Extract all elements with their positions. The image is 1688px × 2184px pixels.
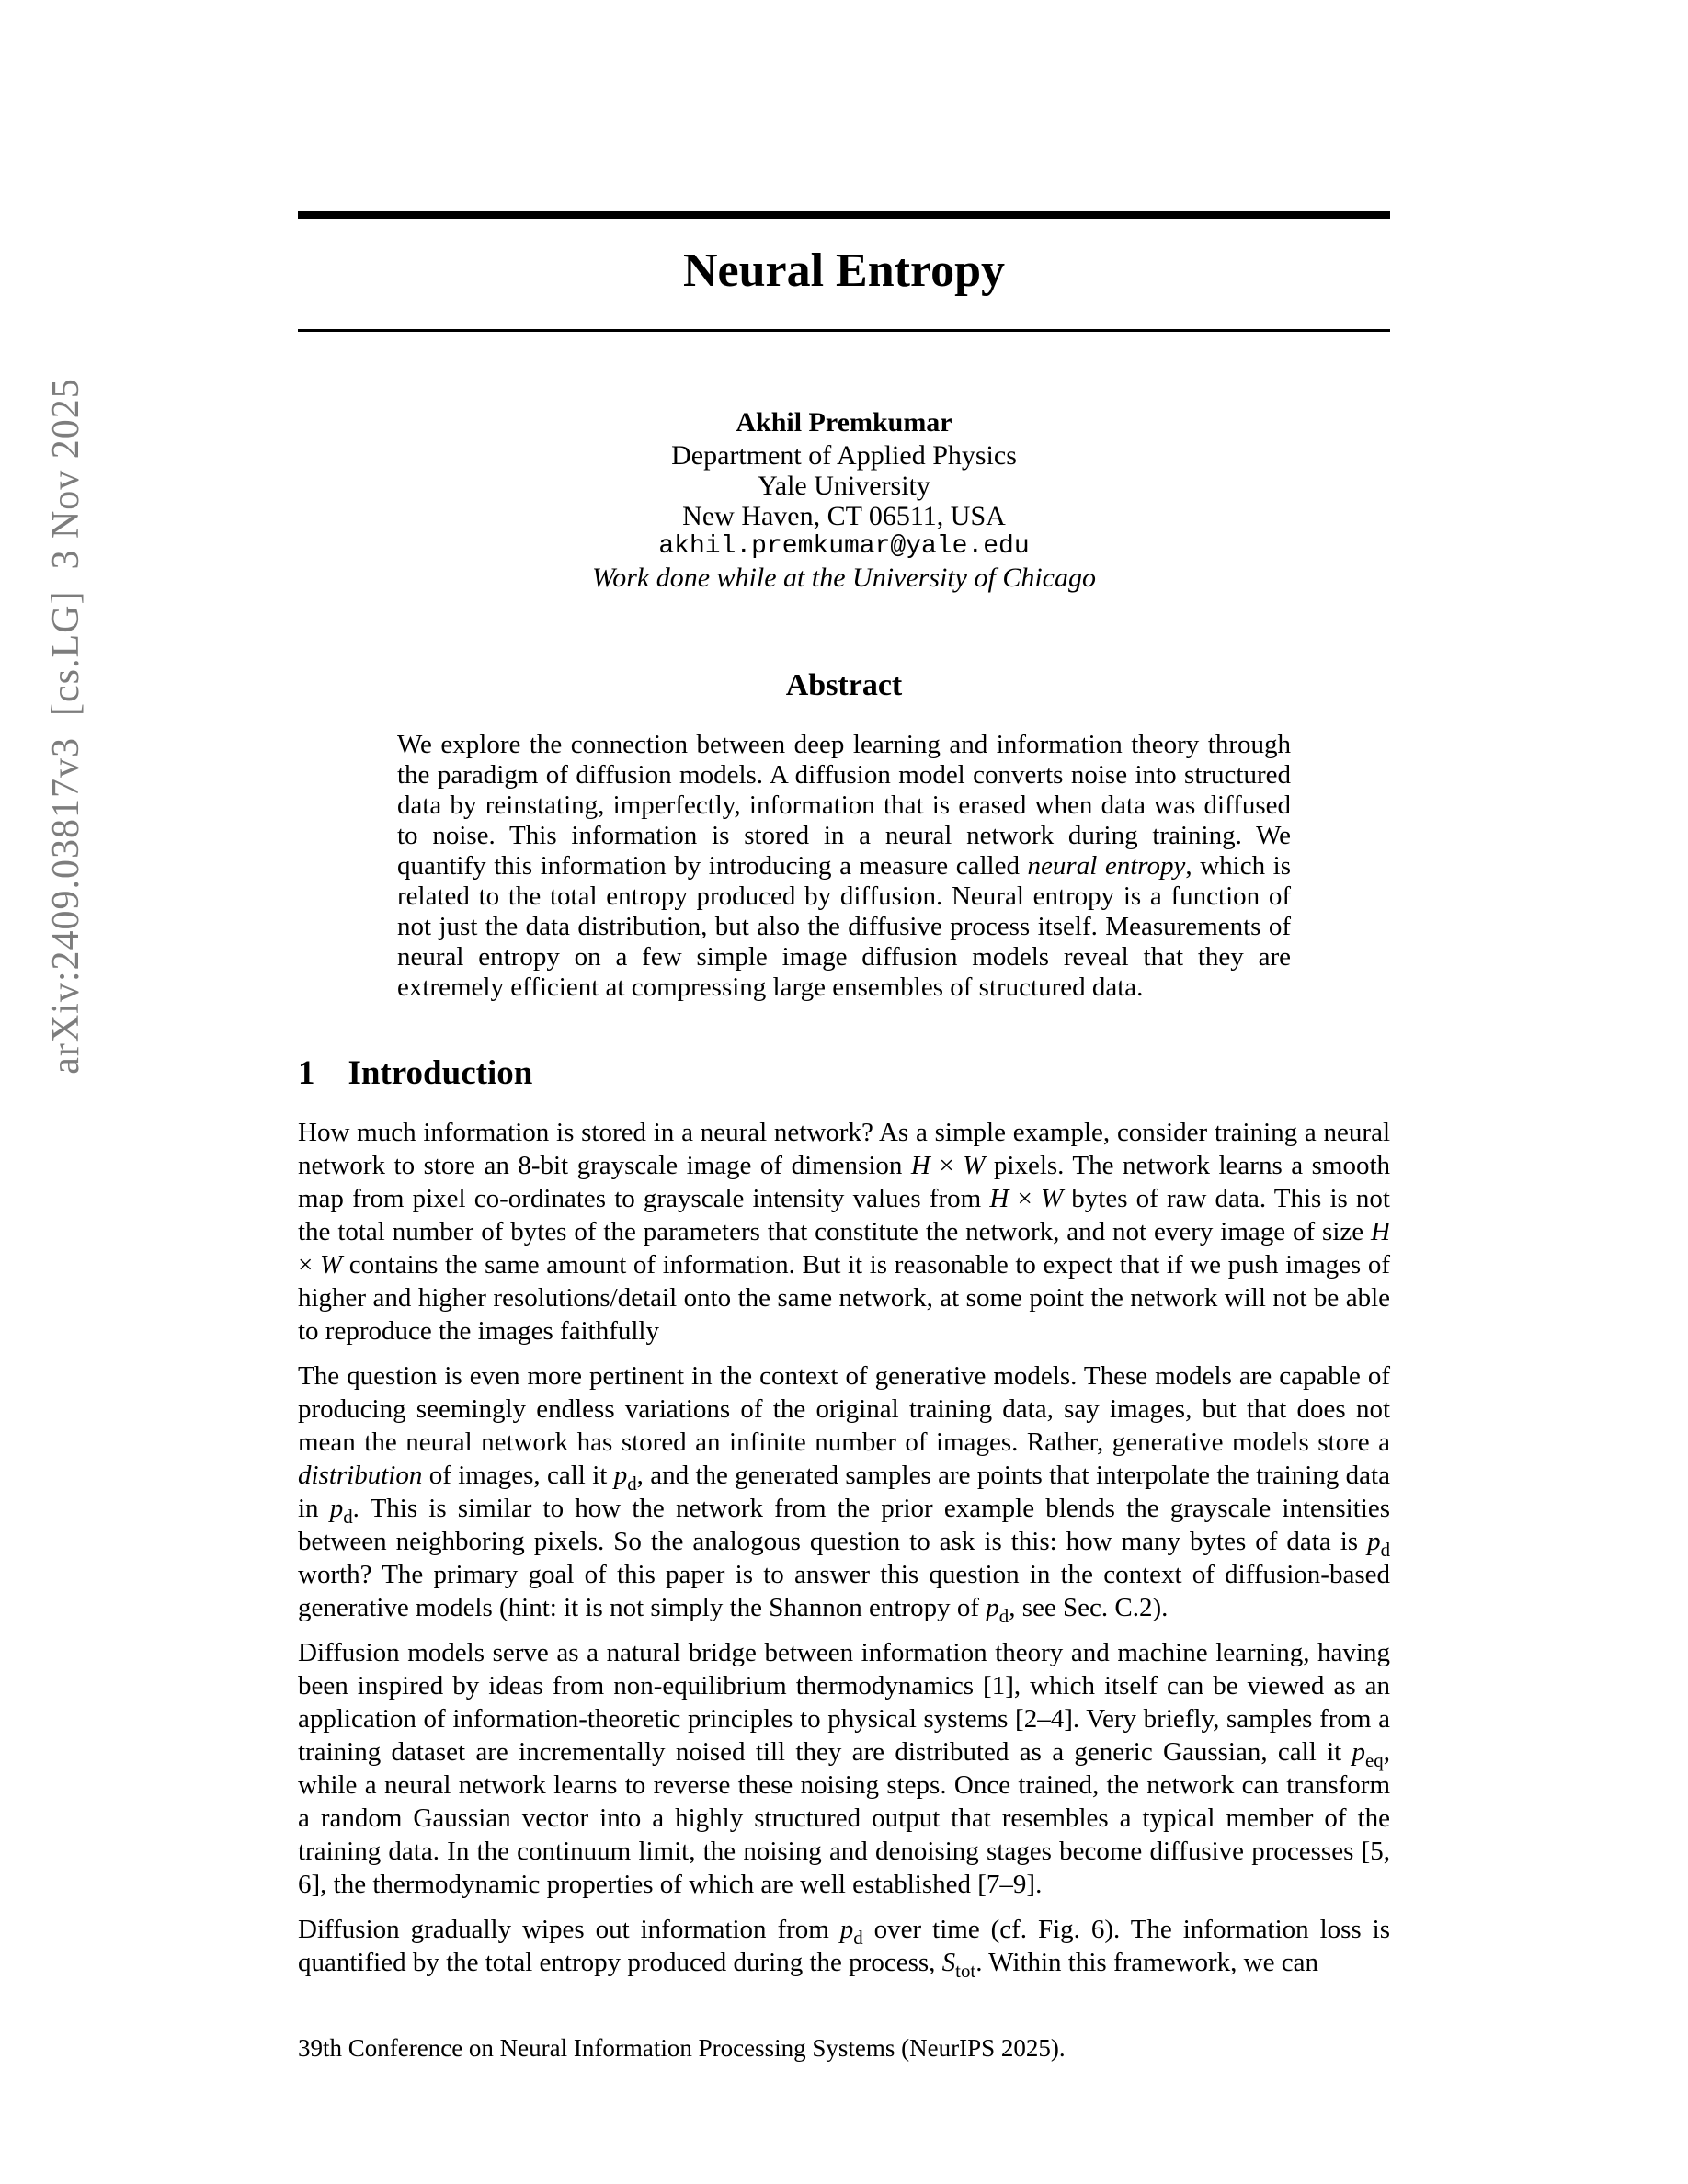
author-name: Akhil Premkumar xyxy=(736,407,952,438)
arxiv-stamp: arXiv:2409.03817v3 [cs.LG] 3 Nov 2025 xyxy=(45,378,87,1075)
section-heading-introduction xyxy=(298,1053,1390,1094)
conference-footnote: 39th Conference on Neural Information Processing Systems (NeurIPS 2025). xyxy=(298,2034,1066,2062)
abstract-heading: Abstract xyxy=(785,668,903,702)
section-number: 1 xyxy=(298,1054,315,1092)
author-department: Department of Applied Physics xyxy=(671,440,1017,471)
paragraph-3: Diffusion models serve as a natural bridge between information theory and machine learning, having been inspired by ideas from non-equilibrium thermodynamics [1], which itself can be viewed as an application of information-theoretic principles to physical systems [2–4]. Very briefly, samples from a training dataset are incrementally noised till they are distributed as a generic Gaussian, call it $p_{eq}$, while a neural network learns to reverse these noising steps. Once trained, the network can transform a random Gaussian vector into a highly structured output that resembles a typical member of the training data. In the continuum limit, the noising and denoising stages become diffusive processes [5, 6], the thermodynamic properties of which are well established [7–9]. xyxy=(298,1638,1390,1899)
paper-title: Neural Entropy xyxy=(682,245,1006,297)
abstract-text: We explore the connection between deep learning and information theory through the paradigm of diffusion models. A diffusion model converts noise into structured data by reinstating, imperfectly, information that is erased when data was diffused to noise. This information is stored in a neural network during training. We quantify this information by introducing a measure called neural entropy, which is related to the total entropy produced by diffusion. Neural entropy is a function of not just the data distribution, but also the diffusive process itself. Measurements of neural entropy on a few simple image diffusion models reveal that they are extremely efficient at compressing large ensembles of structured data. xyxy=(397,730,1291,1002)
title-rule-top xyxy=(298,211,1390,219)
paragraph-2: The question is even more pertinent in the context of generative models. These models are capable of producing seemingly endless variations of the original training data, say images, but that does not mean the neural network has stored an infinite number of images. Rather, generative models store a distribution of images, call it $p_d$, and the generated samples are points that interpolate the training data in $p_d$. This is similar to how the network from the prior example blends the grayscale intensities between neighboring pixels. So the analogous question to ask is this: how many bytes of data is $p_d$ worth? The primary goal of this paper is to answer this question in the context of diffusion-based generative models (hint: it is not simply the Shannon entropy of $p_d$, see Sec. C.2). xyxy=(298,1361,1390,1627)
author-block xyxy=(298,405,1390,594)
author-address: New Haven, CT 06511, USA xyxy=(682,501,1006,531)
section-title: Introduction xyxy=(348,1054,533,1092)
author-note: Work done while at the University of Chicago xyxy=(592,563,1096,593)
author-university: Yale University xyxy=(758,471,930,501)
author-email: akhil.premkumar@yale.edu xyxy=(658,532,1030,561)
paragraph-4: Diffusion gradually wipes out information from $p_d$ over time (cf. Fig. 6). The information loss is quantified by the total entropy produced during the process, $S_{tot}$. Within this framework, we can xyxy=(298,1915,1390,1982)
text-block xyxy=(298,0,1390,1982)
paragraph-1: How much information is stored in a neural network? As a simple example, consider training a neural network to store an 8-bit grayscale image of dimension H × W pixels. The network learns a smooth map from pixel co-ordinates to grayscale intensity values from H × W bytes of raw data. This is not the total number of bytes of the parameters that constitute the network, and not every image of size H × W contains the same amount of information. But it is reasonable to expect that if we push images of higher and higher resolutions/detail onto the same network, at some point the network will not be able to reproduce the images faithfully xyxy=(298,1118,1390,1346)
title-rule-bottom xyxy=(298,329,1390,332)
